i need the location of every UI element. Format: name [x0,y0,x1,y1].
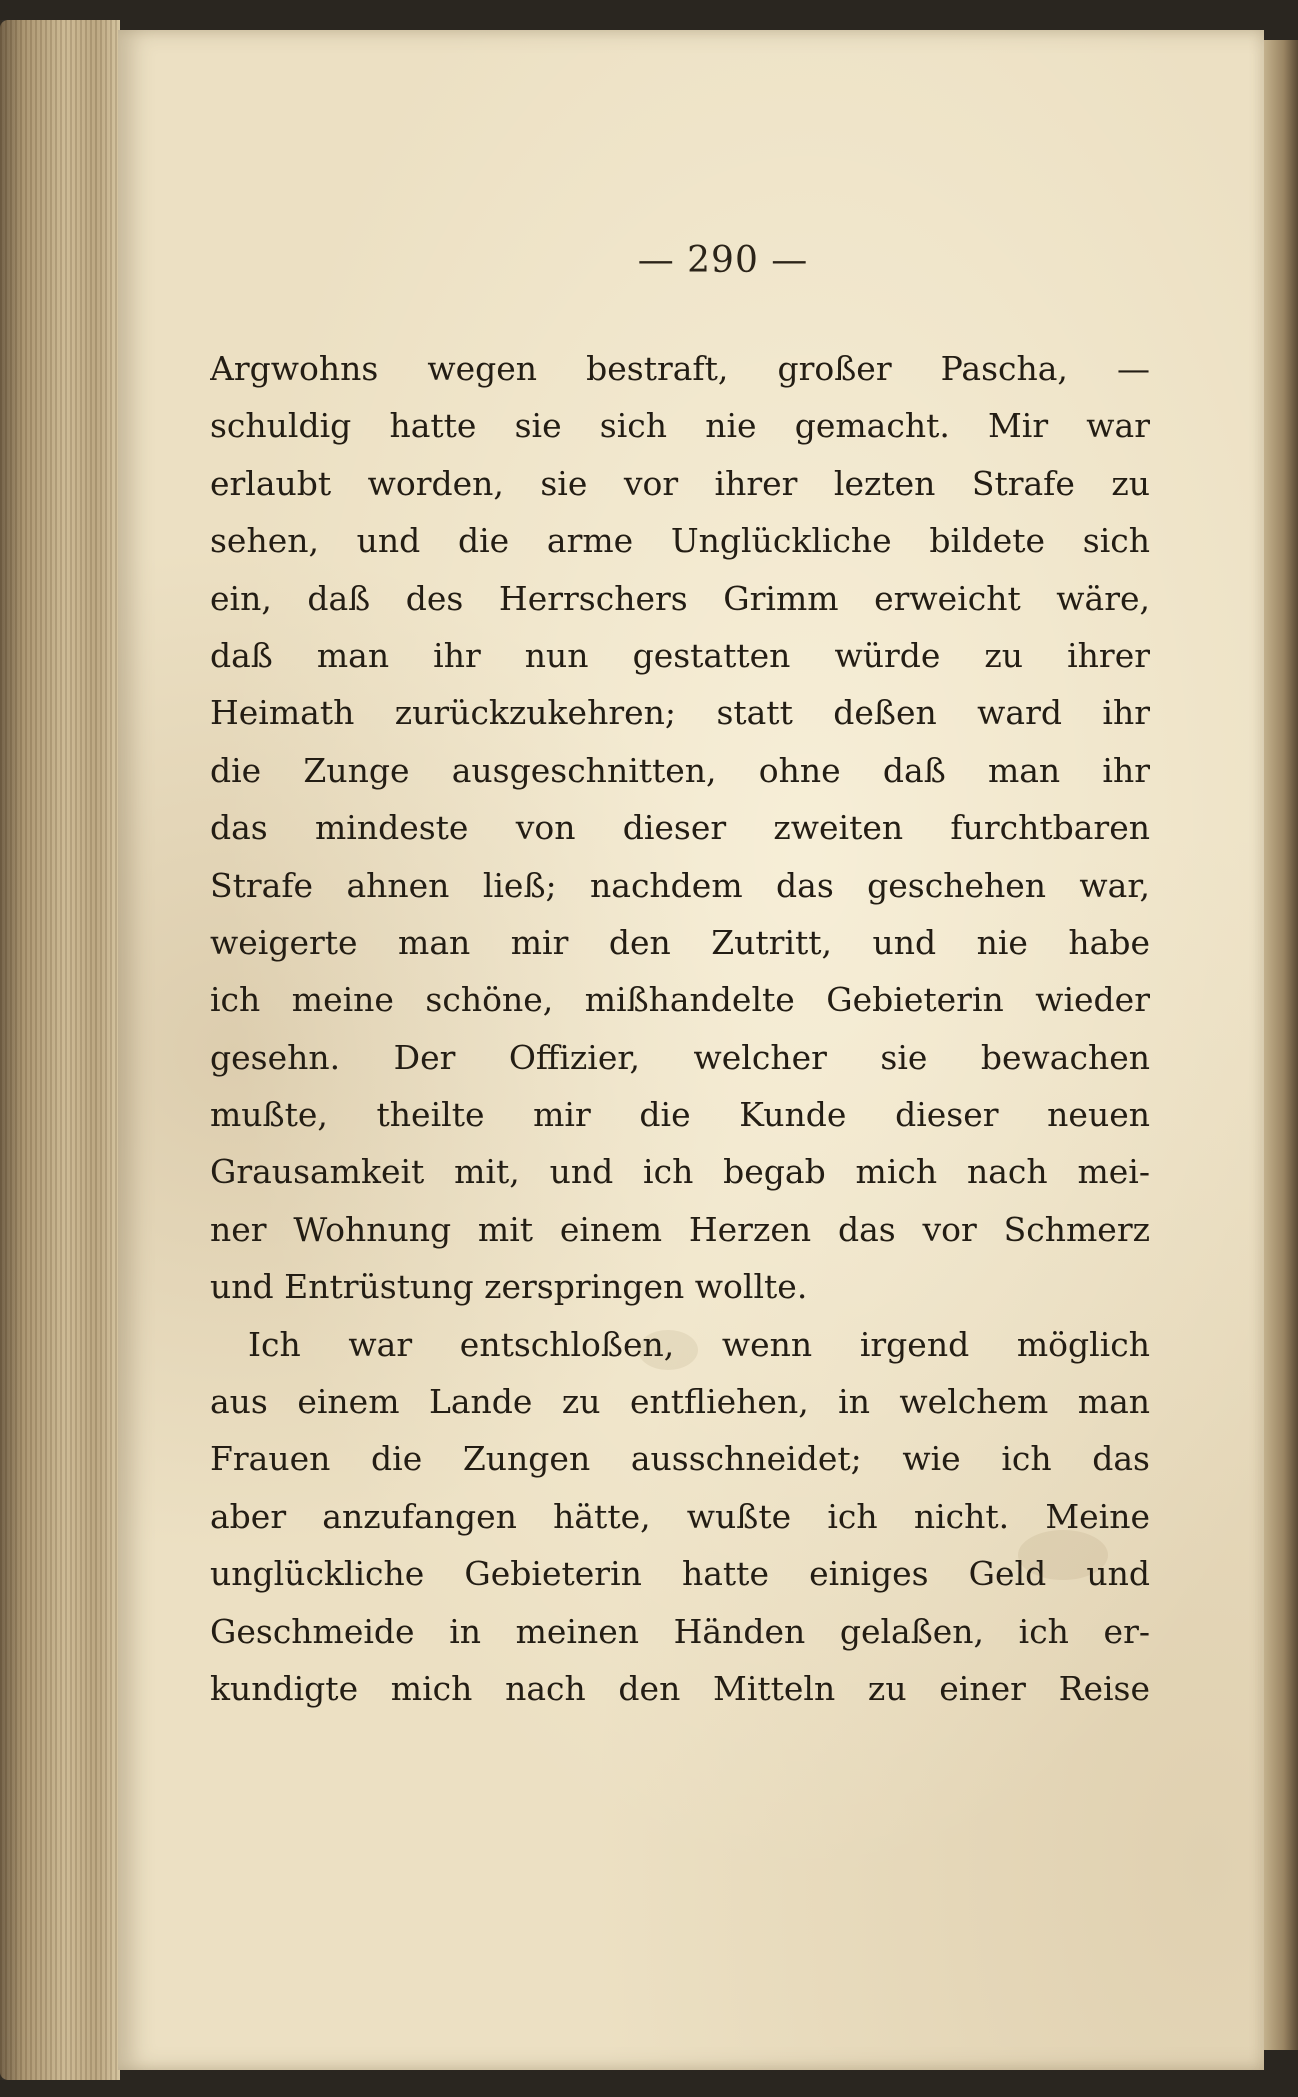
text-line: aber anzufangen hätte, wußte ich nicht. Meine [210,1496,1150,1536]
text-line: Frauen die Zungen ausschneidet; wie ich das [210,1439,1150,1479]
page-stack-right-edge [1262,40,1298,2050]
text-line: ner Wohnung mit einem Herzen das vor Schmerz [210,1209,1150,1249]
text-line: sehen, und die arme Unglückliche bildete sich [210,521,1150,561]
text-line: Geschmeide in meinen Händen gelaßen, ich er- [210,1611,1150,1651]
text-line: Strafe ahnen ließ; nachdem das geschehen war, [210,865,1150,905]
text-line: ich meine schöne, mißhandelte Gebieterin wieder [210,980,1150,1020]
text-line: weigerte man mir den Zutritt, und nie habe [210,922,1150,962]
page-number: — 290 — [637,240,809,281]
body-text [210,340,1150,1717]
text-line: Argwohns wegen bestraft, großer Pascha, — [210,349,1150,388]
text-line: erlaubt worden, sie vor ihrer lezten Strafe zu [210,463,1150,503]
text-line: kundigte mich nach den Mitteln zu einer Reise [210,1668,1150,1708]
text-line: Grausamkeit mit, und ich begab mich nach mei- [210,1152,1150,1192]
text-line: mußte, theilte mir die Kunde dieser neuen [210,1095,1150,1135]
text-line: daß man ihr nun gestatten würde zu ihrer [210,635,1150,675]
text-line: ein, daß des Herrschers Grimm erweicht wäre, [210,578,1150,618]
text-line: aus einem Lande zu entfliehen, in welchem man [210,1382,1150,1422]
text-line: die Zunge ausgeschnitten, ohne daß man ihr [210,750,1150,790]
text-line: unglückliche Gebieterin hatte einiges Geld und [210,1554,1150,1594]
text-line: das mindeste von dieser zweiten furchtbaren [210,808,1150,848]
text-line: Heimath zurückzukehren; statt deßen ward ihr [210,693,1150,733]
text-line: gesehn. Der Offizier, welcher sie bewachen [210,1037,1150,1077]
text-line-paragraph-start: Ich war entschloßen, wenn irgend möglich [248,1324,1150,1364]
text-line: und Entrüstung zerspringen wollte. [210,1267,808,1307]
page-stack-left-edge [0,20,120,2080]
text-line: schuldig hatte sie sich nie gemacht. Mir war [210,406,1150,446]
